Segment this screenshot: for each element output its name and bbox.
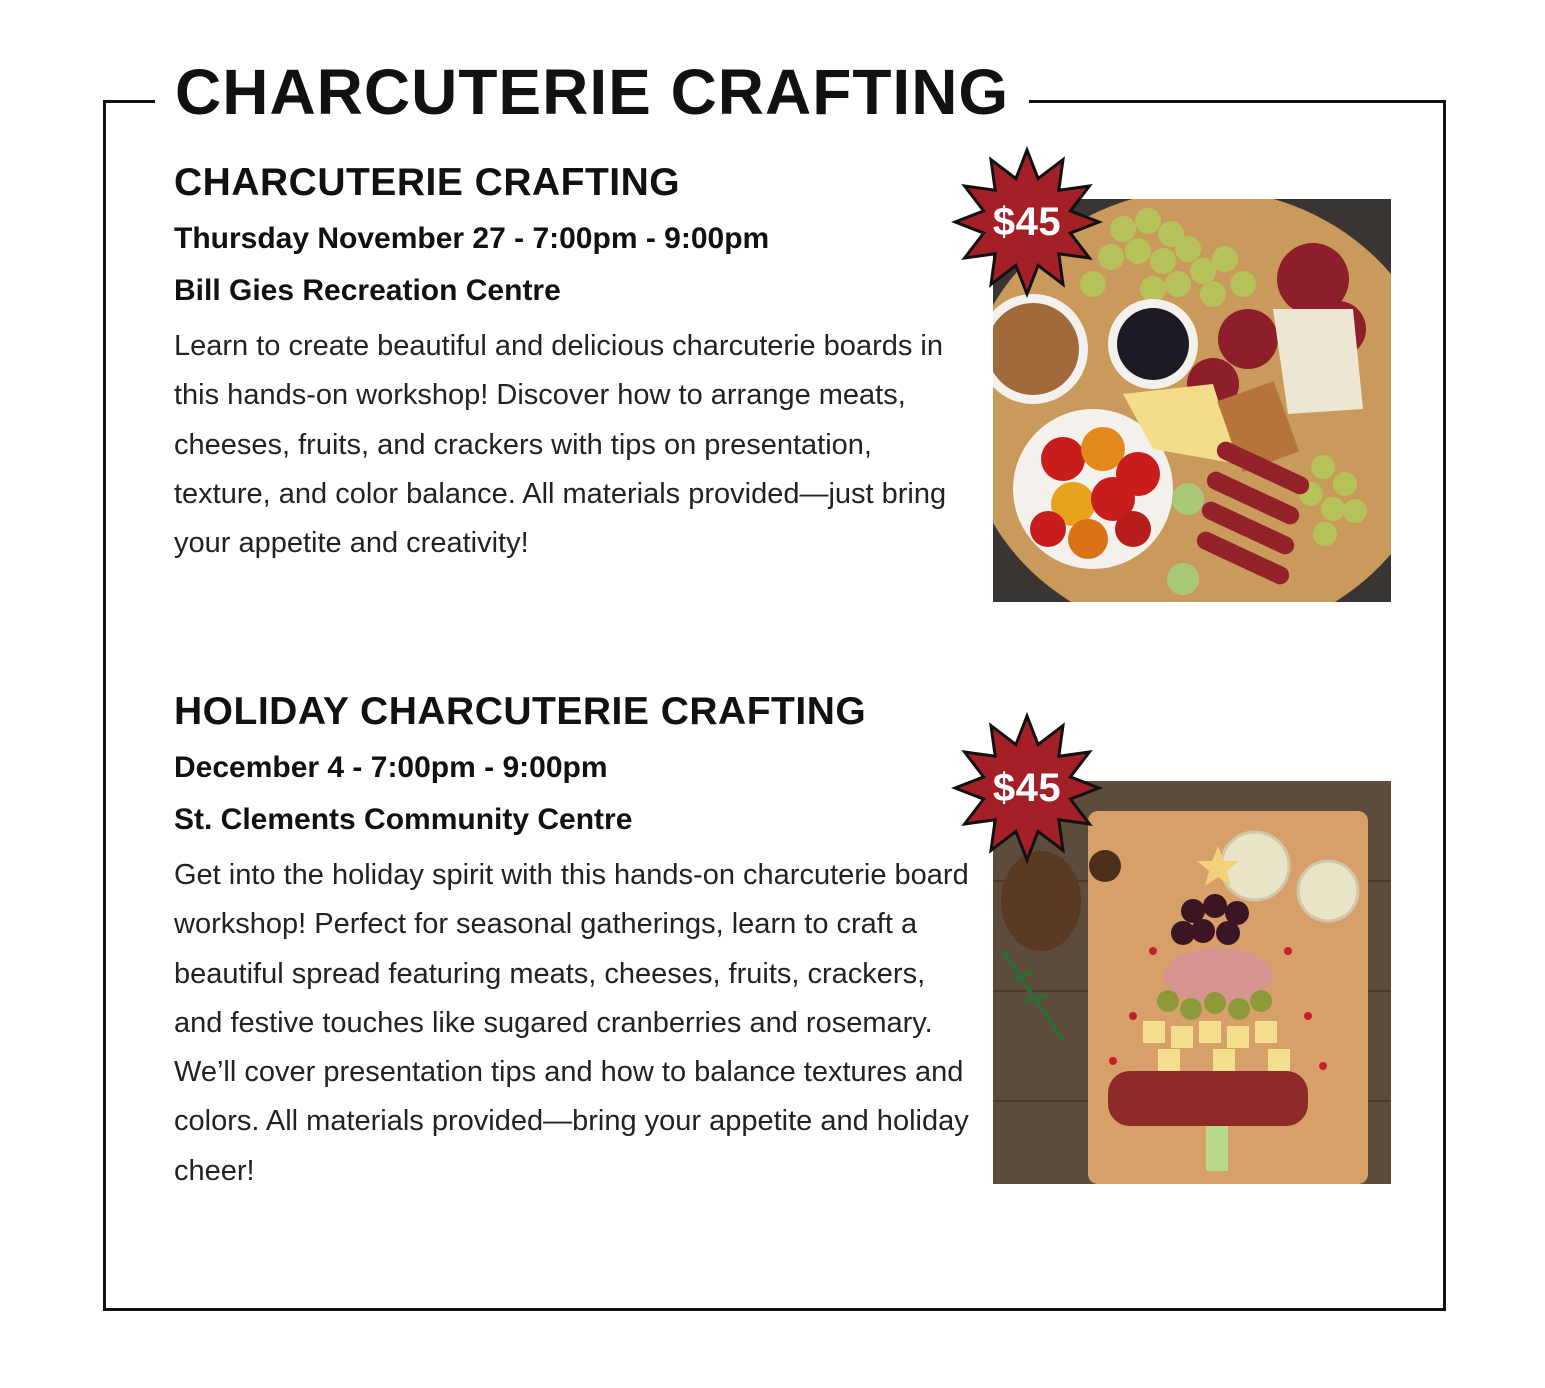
event-description: Learn to create beautiful and delicious charcuterie boards in this hands-on workshop! Discover how to arrange meats, cheeses, fruits, and crackers with tips on presentation, texture, and color balance. All materials provided—just bring your appetite and creativity!	[174, 330, 947, 560]
event-title: CHARCUTERIE CRAFTING	[174, 161, 681, 204]
event-venue: St. Clements Community Centre	[174, 803, 633, 836]
page-title: CHARCUTERIE CRAFTING	[155, 52, 1029, 132]
event-card	[174, 689, 974, 1196]
event-venue: Bill Gies Recreation Centre	[174, 274, 561, 307]
price-label: $45	[992, 765, 1062, 810]
event-date: December 4 - 7:00pm - 9:00pm	[174, 751, 608, 784]
price-badge	[951, 146, 1103, 298]
event-title: HOLIDAY CHARCUTERIE CRAFTING	[174, 690, 867, 733]
event-date: Thursday November 27 - 7:00pm - 9:00pm	[174, 222, 770, 255]
event-description: Get into the holiday spirit with this hands-on charcuterie board workshop! Perfect for seasonal gatherings, learn to craft a beautiful spread featuring meats, cheeses, fruits, crackers, and festive touches like sugared cranberries and rosemary. We’ll cover presentation tips and how to balance textures and colors. All materials provided—bring your appetite and holiday cheer!	[174, 859, 969, 1187]
price-badge	[951, 712, 1103, 864]
price-label: $45	[992, 199, 1062, 244]
event-card	[174, 160, 974, 568]
